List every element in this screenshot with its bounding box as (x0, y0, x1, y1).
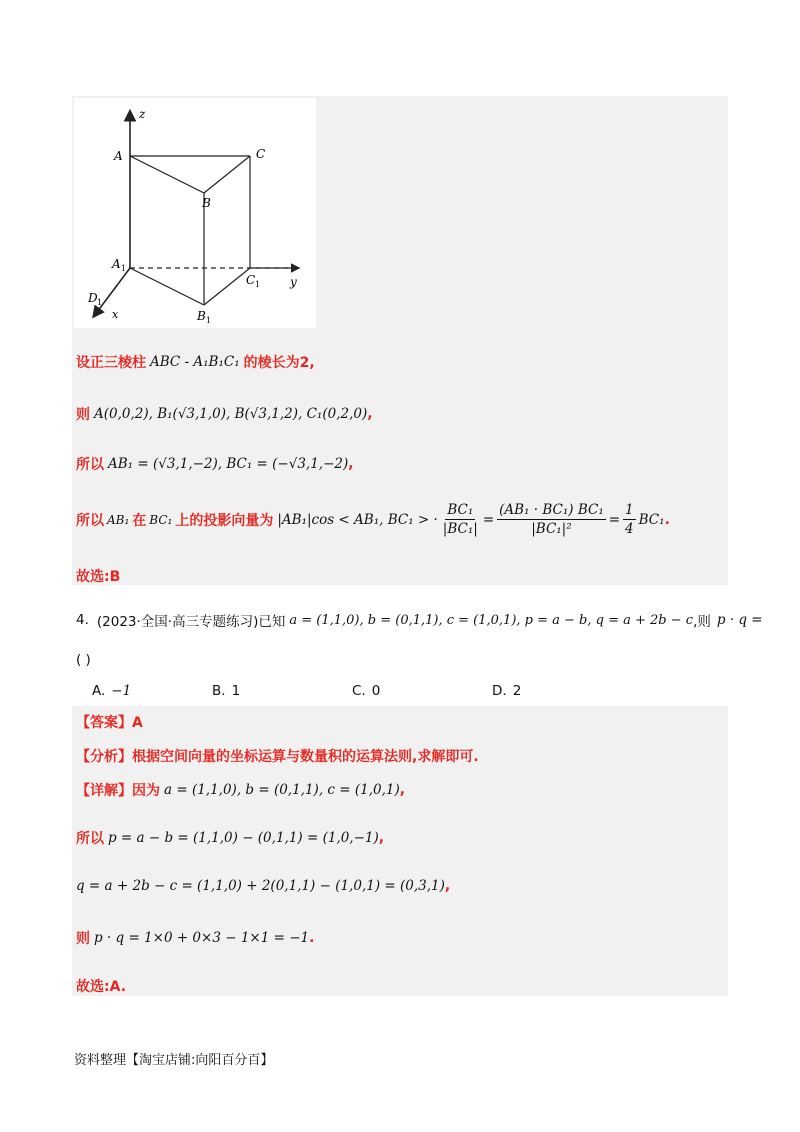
label-B: B (202, 196, 211, 210)
sol3-line4: 所以 AB₁ 在 BC₁ 上的投影向量为 |AB₁|cos < AB₁, BC₁ > · $\frac{\text{BC₁}}{\text{|BC₁|}}$ = $\frac{\text{(AB₁ · BC₁) BC₁}}{\text{|BC₁|²}}$ = $\frac{1}{4}$ BC₁ . (76, 502, 670, 537)
sol3-line2: 则 A(0,0,2), B₁(√3,1,0), B(√3,1,2), C₁(0,2,0) , (76, 406, 373, 423)
sol3-line1: 设正三棱柱 ABC - A₁B₁C₁ 的棱长为2, (76, 354, 315, 371)
sol3-line3: 所以 AB₁ = (√3,1,−2), BC₁ = (−√3,1,−2) , (76, 456, 354, 473)
prism-figure (74, 98, 316, 328)
footer-text: 资料整理【淘宝店铺:向阳百分百】 (74, 1053, 274, 1068)
label-x: x (112, 308, 119, 321)
label-C: C (256, 147, 266, 161)
label-A: A (114, 149, 123, 163)
sol4-detail: 【详解】因为 a = (1,1,0), b = (0,1,1), c = (1,0,1) , (76, 782, 406, 799)
svg-text:1: 1 (206, 316, 212, 325)
label-A1: A (112, 257, 121, 271)
sol4-analysis: 【分析】根据空间向量的坐标运算与数量积的运算法则,求解即可. (76, 749, 479, 765)
prism-diagram (74, 98, 316, 328)
frac-projection: $\frac{\text{(AB₁ · BC₁) BC₁}}{\text{|BC₁|²}}$ (499, 502, 604, 537)
option-b[interactable]: B. 1 (212, 683, 241, 699)
question-4-paren: ( ) (76, 652, 91, 668)
frac-quarter: $\frac{1}{4}$ (625, 502, 634, 537)
sol4-pq: 则 p · q = 1×0 + 0×3 − 1×1 = −1 . (76, 930, 315, 947)
option-c[interactable]: C. 0 (352, 683, 381, 699)
label-B1: B (197, 309, 206, 323)
option-d[interactable]: D. 2 (492, 683, 522, 699)
option-a[interactable]: A. −1 (92, 683, 132, 699)
label-z: z (139, 107, 146, 121)
question-4: 4. (2023·全国·高三专题练习)已知 a = (1,1,0), b = (0,1,1), c = (1,0,1), p = a − b, q = a + 2b − c ,则 p · q = (76, 612, 763, 630)
svg-text:1: 1 (255, 280, 261, 289)
svg-text:1: 1 (121, 264, 127, 273)
label-y: y (290, 275, 297, 289)
frac-unit-vector: $\frac{\text{BC₁}}{\text{|BC₁|}}$ (442, 502, 478, 537)
sol4-answer: 【答案】A (76, 715, 143, 731)
sol4-p: 所以 p = a − b = (1,1,0) − (0,1,1) = (1,0,−1) , (76, 830, 385, 847)
label-D1: D (88, 291, 98, 305)
sol3-answer: 故选:B (76, 569, 121, 585)
sol4-final: 故选:A. (76, 979, 127, 995)
svg-text:1: 1 (97, 298, 103, 307)
label-C1: C (246, 273, 256, 287)
sol4-q: q = a + 2b − c = (1,1,0) + 2(0,1,1) − (1,0,1) = (0,3,1) , (76, 878, 451, 894)
